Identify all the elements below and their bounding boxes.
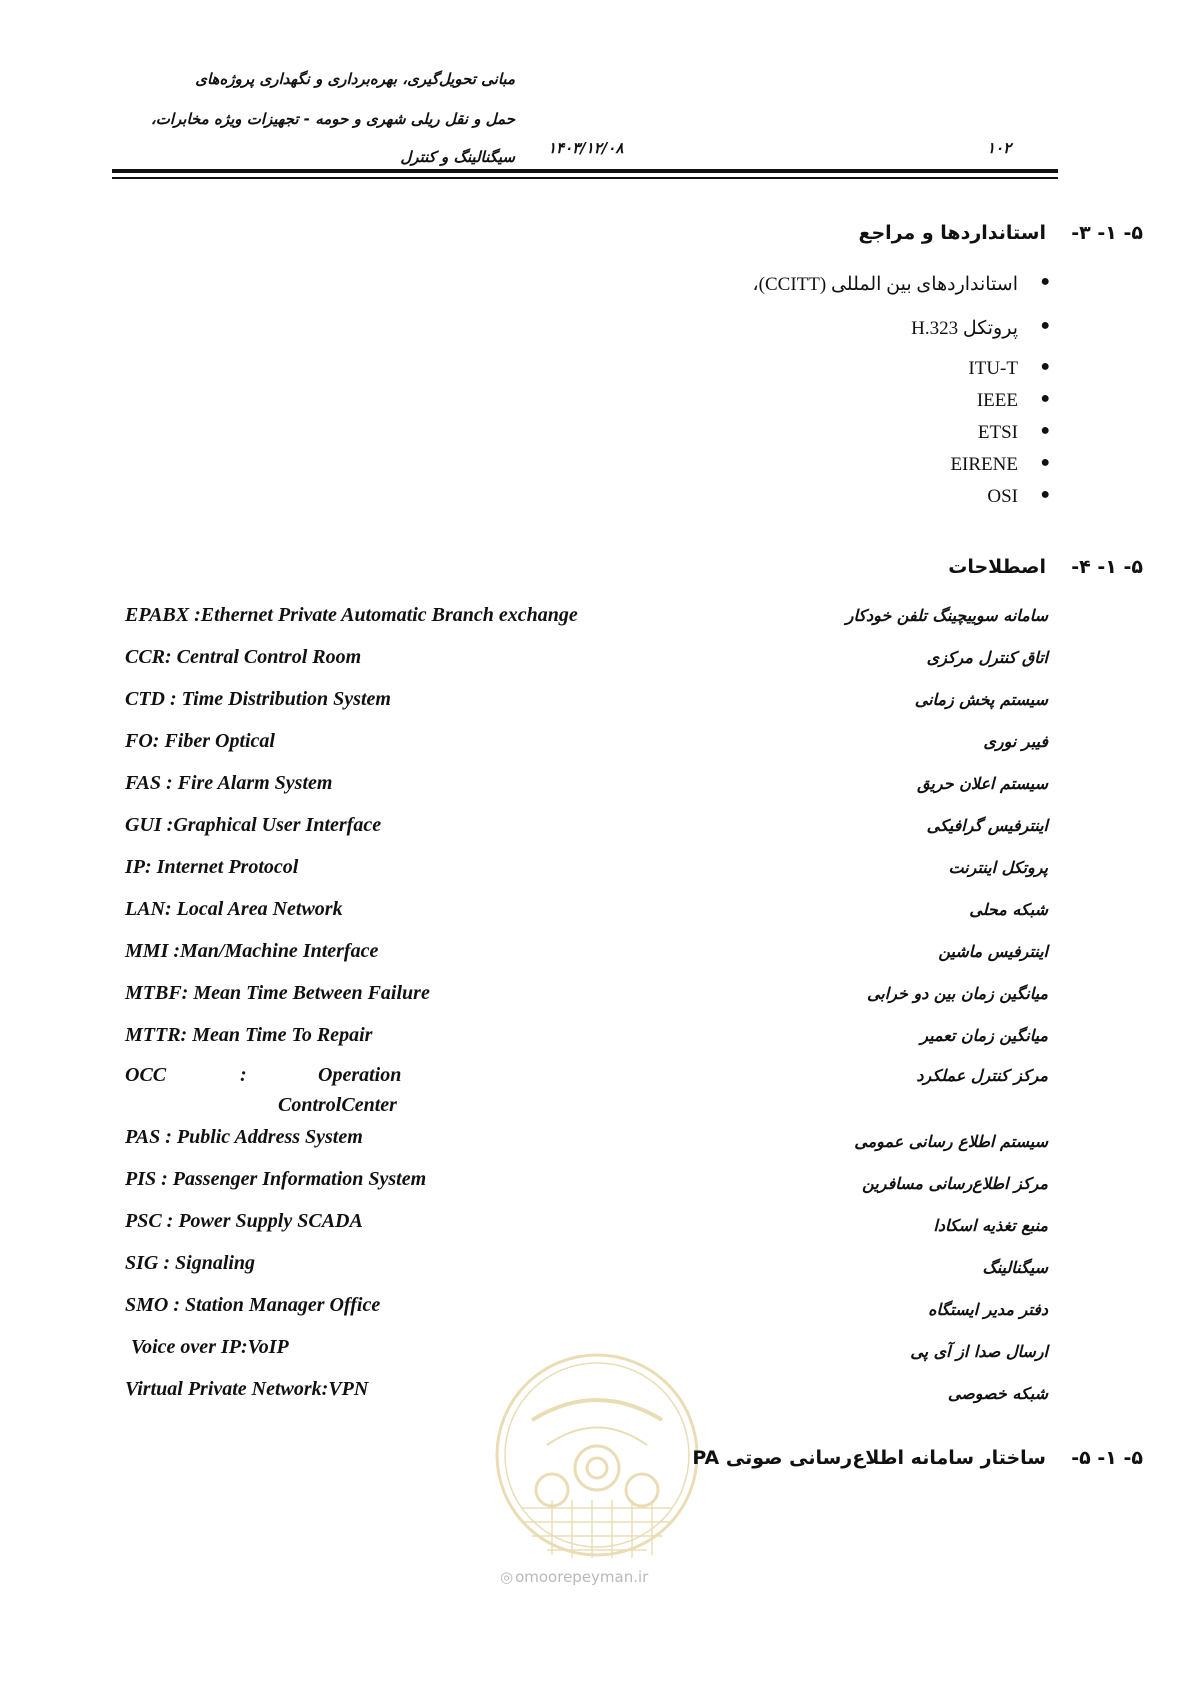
term-row <box>0 898 1191 938</box>
term-persian: دفتر مدیر ایستگاه <box>928 1300 1048 1319</box>
section-terms-number: ۵- ۱- ۴- <box>1071 556 1143 578</box>
term-persian: سامانه سوییچینگ تلفن خودکار <box>845 606 1048 625</box>
term-row <box>0 856 1191 896</box>
term-english: PIS : Passenger Information System <box>125 1168 427 1190</box>
term-english: CCR: Central Control Room <box>125 646 362 668</box>
term-persian: میانگین زمان بین دو خرابی <box>866 984 1048 1003</box>
header-title-line1: مبانی تحویل‌گیری، بهره‌برداری و نگهداری پروژه‌های <box>195 70 515 88</box>
term-english: FO: Fiber Optical <box>125 730 275 752</box>
term-row <box>0 1024 1191 1064</box>
term-english: LAN: Local Area Network <box>125 898 343 920</box>
header-date: ۱۴۰۳/۱۲/۰۸ <box>548 139 624 157</box>
term-persian: پروتکل اینترنت <box>948 858 1048 877</box>
term-persian: سیستم پخش زمانی <box>914 690 1048 709</box>
standards-list-item: ● IEEE <box>976 390 1050 411</box>
standards-list-item: ● EIRENE <box>950 454 1050 475</box>
globe-icon: ◎ <box>500 1568 514 1586</box>
header-page-number: ۱۰۲ <box>987 139 1012 157</box>
term-english: MTBF: Mean Time Between Failure <box>125 982 430 1004</box>
header-title-line2: حمل و نقل ریلی شهری و حومه - تجهیزات ویژه مخابرات، <box>150 110 515 128</box>
term-row <box>0 1168 1191 1208</box>
term-english-word: ControlCenter <box>278 1094 397 1116</box>
term-persian: ارسال صدا از آی پی <box>910 1342 1048 1361</box>
term-persian: مرکز اطلاع‌رسانی مسافرین <box>862 1174 1048 1193</box>
bullet-icon: ● <box>1040 486 1050 503</box>
term-row <box>0 730 1191 770</box>
standards-list-item: ● OSI <box>987 486 1050 507</box>
section-pa-number: ۵- ۱- ۵- <box>1071 1447 1143 1469</box>
term-persian: اینترفیس گرافیکی <box>926 816 1048 835</box>
term-english: IP: Internet Protocol <box>125 856 299 878</box>
bullet-icon: ● <box>1040 454 1050 471</box>
term-english: CTD : Time Distribution System <box>125 688 391 710</box>
standards-list-item: ● استانداردهای بین المللی (CCITT)، <box>752 273 1050 295</box>
term-persian: میانگین زمان تعمیر <box>920 1026 1048 1045</box>
term-english: PAS : Public Address System <box>125 1126 363 1148</box>
term-persian: فیبر نوری <box>983 732 1048 751</box>
bullet-icon: ● <box>1040 273 1050 290</box>
term-row <box>0 814 1191 854</box>
term-english-word: Operation <box>318 1064 402 1086</box>
term-english: MTTR: Mean Time To Repair <box>125 1024 373 1046</box>
term-persian: مرکز کنترل عملکرد <box>916 1066 1048 1085</box>
section-standards-heading <box>858 222 1143 244</box>
term-row <box>0 940 1191 980</box>
watermark-site-text: ◎ omoorepeyman.ir <box>500 1568 649 1586</box>
term-persian: اتاق کنترل مرکزی <box>926 648 1048 667</box>
standards-list-item: ● ETSI <box>977 422 1050 443</box>
term-row <box>0 982 1191 1022</box>
section-standards-number: ۵- ۱- ۳- <box>1071 222 1143 244</box>
term-english: Virtual Private Network:VPN <box>125 1378 369 1400</box>
term-row <box>0 1294 1191 1334</box>
standards-list-item: ● ITU-T <box>968 358 1050 379</box>
header-rule-thick <box>112 169 1058 173</box>
header-title-line3: سیگنالینگ و کنترل <box>400 148 515 166</box>
term-row <box>0 1252 1191 1292</box>
term-row <box>0 604 1191 644</box>
term-english: PSC : Power Supply SCADA <box>125 1210 363 1232</box>
watermark-logo-icon <box>492 1350 702 1560</box>
standards-list <box>753 273 1050 518</box>
term-english: SIG : Signaling <box>125 1252 256 1274</box>
term-persian: اینترفیس ماشین <box>938 942 1048 961</box>
term-english: GUI :Graphical User Interface <box>125 814 382 836</box>
bullet-icon: ● <box>1040 390 1050 407</box>
section-terms-title: اصطلاحات <box>948 556 1046 578</box>
term-english: MMI :Man/Machine Interface <box>125 940 379 962</box>
section-terms-heading <box>948 556 1143 578</box>
bullet-icon: ● <box>1040 422 1050 439</box>
term-persian: سیگنالینگ <box>982 1258 1048 1277</box>
term-english: SMO : Station Manager Office <box>125 1294 381 1316</box>
term-english-abbr: OCC <box>125 1064 167 1086</box>
term-row-occ <box>0 1064 1191 1124</box>
term-persian: شبکه محلی <box>969 900 1048 919</box>
term-persian: شبکه خصوصی <box>947 1384 1048 1403</box>
term-persian: منبع تغذیه اسکادا <box>933 1216 1048 1235</box>
term-persian: سیستم اطلاع رسانی عمومی <box>854 1132 1048 1151</box>
term-row <box>0 1126 1191 1166</box>
standards-list-item: ● پروتکل H.323 <box>911 317 1050 339</box>
term-row <box>0 772 1191 812</box>
section-standards-title: استانداردها و مراجع <box>858 222 1046 244</box>
header-rule-thin <box>112 177 1058 179</box>
term-persian: سیستم اعلان حریق <box>917 774 1048 793</box>
term-english: Voice over IP:VoIP <box>131 1336 289 1358</box>
section-pa-title: ساختار سامانه اطلاع‌رسانی صوتی PA <box>692 1447 1046 1469</box>
section-pa-heading <box>692 1447 1143 1469</box>
bullet-icon: ● <box>1040 358 1050 375</box>
term-english: FAS : Fire Alarm System <box>125 772 333 794</box>
term-english: EPABX :Ethernet Private Automatic Branch exchange <box>125 604 578 626</box>
term-english-colon: : <box>240 1064 247 1086</box>
term-row <box>0 646 1191 686</box>
term-row <box>0 688 1191 728</box>
bullet-icon: ● <box>1040 317 1050 334</box>
term-row <box>0 1210 1191 1250</box>
